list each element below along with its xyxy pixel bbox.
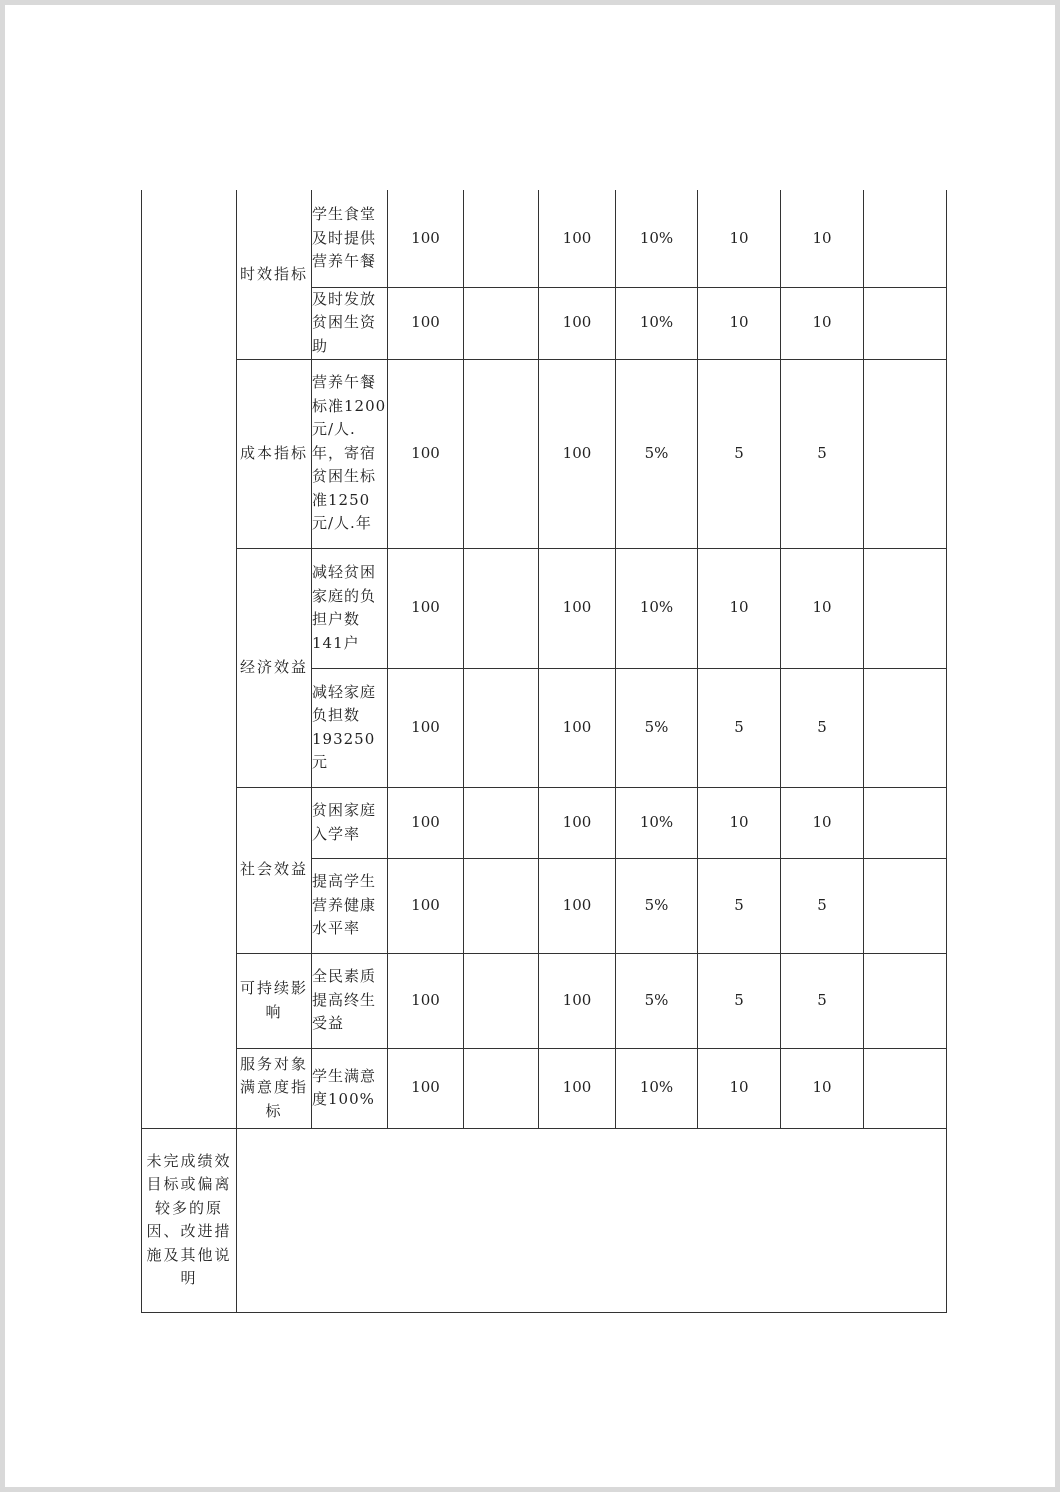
actual-cell	[464, 858, 539, 953]
target-cell: 100	[388, 1048, 464, 1128]
target-cell: 100	[388, 953, 464, 1048]
result-cell: 5	[781, 359, 864, 548]
table-row	[142, 1128, 947, 1312]
completed-cell: 100	[539, 1048, 616, 1128]
actual-cell	[464, 787, 539, 858]
weight-cell: 5%	[616, 953, 698, 1048]
note-cell	[864, 548, 947, 668]
table-row	[142, 1048, 947, 1128]
actual-cell	[464, 287, 539, 359]
indicator-cell: 学生满意度100%	[312, 1048, 388, 1128]
category-cell: 经济效益	[237, 548, 312, 787]
remarks-label: 未完成绩效目标或偏离较多的原因、改进措施及其他说明	[142, 1128, 237, 1312]
score-cell: 10	[698, 548, 781, 668]
actual-cell	[464, 190, 539, 287]
actual-cell	[464, 1048, 539, 1128]
actual-cell	[464, 668, 539, 787]
weight-cell: 10%	[616, 287, 698, 359]
indicator-cell: 全民素质提高终生受益	[312, 953, 388, 1048]
score-cell: 5	[698, 858, 781, 953]
table-row	[142, 548, 947, 668]
result-cell: 10	[781, 787, 864, 858]
target-cell: 100	[388, 359, 464, 548]
score-cell: 5	[698, 359, 781, 548]
score-cell: 5	[698, 953, 781, 1048]
completed-cell: 100	[539, 858, 616, 953]
table-row	[142, 359, 947, 548]
result-cell: 5	[781, 668, 864, 787]
note-cell	[864, 787, 947, 858]
target-cell: 100	[388, 858, 464, 953]
weight-cell: 10%	[616, 190, 698, 287]
note-cell	[864, 668, 947, 787]
score-cell: 10	[698, 1048, 781, 1128]
note-cell	[864, 190, 947, 287]
category-cell: 成本指标	[237, 359, 312, 548]
indicator-cell: 提高学生营养健康水平率	[312, 858, 388, 953]
category-cell: 服务对象满意度指标	[237, 1048, 312, 1128]
completed-cell: 100	[539, 287, 616, 359]
score-cell: 10	[698, 190, 781, 287]
actual-cell	[464, 359, 539, 548]
weight-cell: 10%	[616, 787, 698, 858]
category-cell: 社会效益	[237, 787, 312, 953]
category-cell: 可持续影响	[237, 953, 312, 1048]
weight-cell: 5%	[616, 858, 698, 953]
score-cell: 10	[698, 287, 781, 359]
completed-cell: 100	[539, 787, 616, 858]
note-cell	[864, 953, 947, 1048]
result-cell: 10	[781, 1048, 864, 1128]
completed-cell: 100	[539, 953, 616, 1048]
result-cell: 10	[781, 287, 864, 359]
indicator-cell: 营养午餐标准1200元/人.年，寄宿贫困生标准1250元/人.年	[312, 359, 388, 548]
note-cell	[864, 858, 947, 953]
result-cell: 5	[781, 953, 864, 1048]
document-page	[5, 5, 1055, 1487]
indicator-cell: 贫困家庭入学率	[312, 787, 388, 858]
target-cell: 100	[388, 287, 464, 359]
completed-cell: 100	[539, 359, 616, 548]
note-cell	[864, 1048, 947, 1128]
table-row	[142, 953, 947, 1048]
note-cell	[864, 287, 947, 359]
target-cell: 100	[388, 548, 464, 668]
indicator-cell: 学生食堂及时提供营养午餐	[312, 190, 388, 287]
indicator-cell: 减轻贫困家庭的负担户数141户	[312, 548, 388, 668]
completed-cell: 100	[539, 190, 616, 287]
performance-table	[141, 190, 947, 1313]
indicator-cell: 及时发放贫困生资助	[312, 287, 388, 359]
weight-cell: 10%	[616, 548, 698, 668]
table-row	[142, 787, 947, 858]
score-cell: 10	[698, 787, 781, 858]
weight-cell: 5%	[616, 359, 698, 548]
completed-cell: 100	[539, 668, 616, 787]
target-cell: 100	[388, 668, 464, 787]
table-row	[142, 190, 947, 287]
weight-cell: 10%	[616, 1048, 698, 1128]
target-cell: 100	[388, 787, 464, 858]
remarks-content	[237, 1128, 947, 1312]
indicator-cell: 减轻家庭负担数193250元	[312, 668, 388, 787]
category-cell: 时效指标	[237, 190, 312, 359]
result-cell: 10	[781, 190, 864, 287]
actual-cell	[464, 548, 539, 668]
outer-category-cell	[142, 190, 237, 1128]
score-cell: 5	[698, 668, 781, 787]
note-cell	[864, 359, 947, 548]
result-cell: 10	[781, 548, 864, 668]
weight-cell: 5%	[616, 668, 698, 787]
result-cell: 5	[781, 858, 864, 953]
target-cell: 100	[388, 190, 464, 287]
actual-cell	[464, 953, 539, 1048]
completed-cell: 100	[539, 548, 616, 668]
